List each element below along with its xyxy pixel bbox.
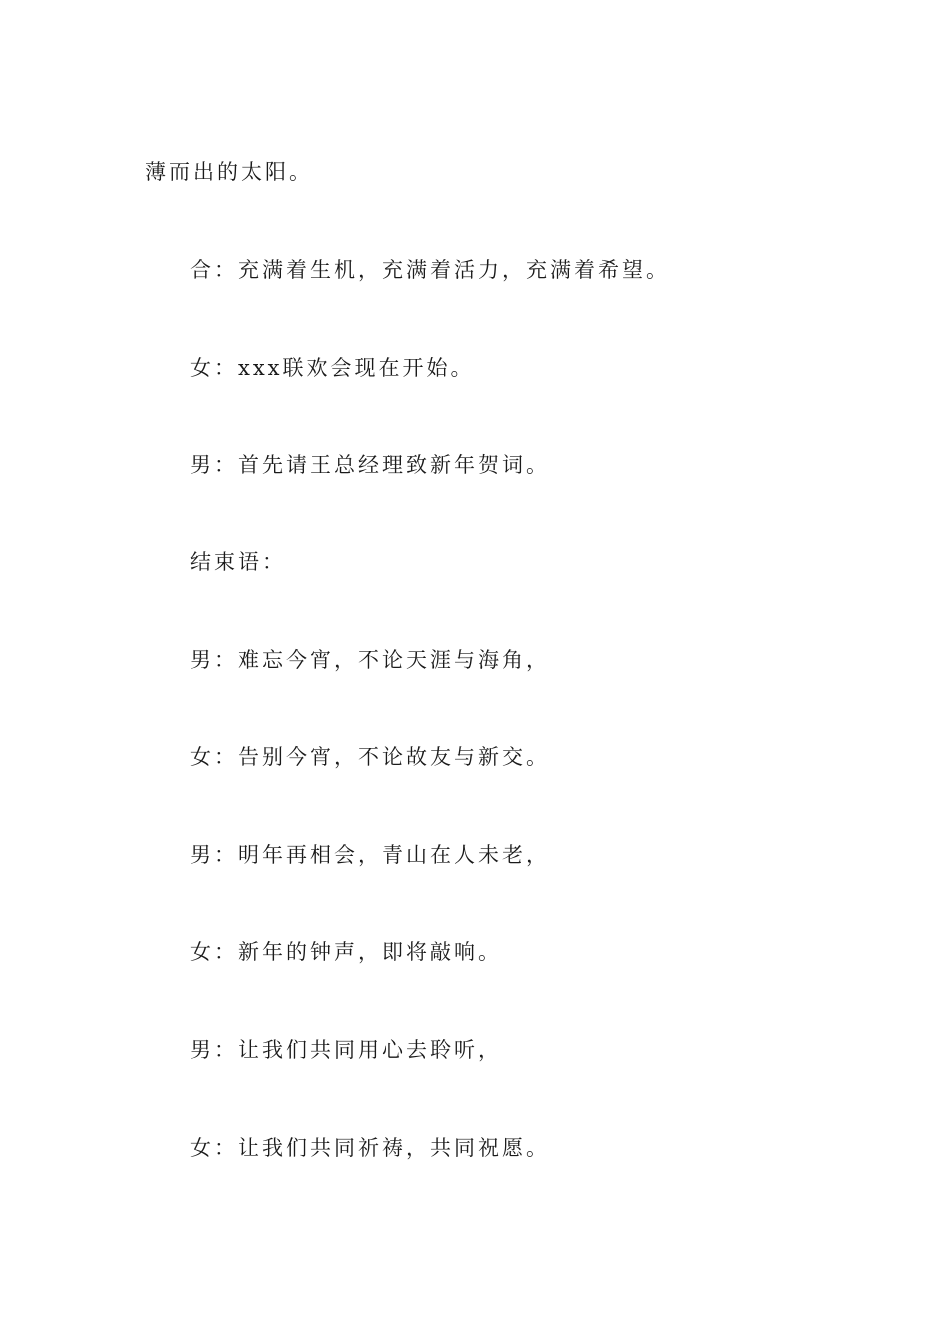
- paragraph-female-line: 女：告别今宵，不论故友与新交。: [190, 745, 550, 769]
- paragraph-continuation: 薄而出的太阳。: [145, 160, 313, 184]
- section-heading-closing: 结束语：: [190, 550, 286, 574]
- paragraph-male-line: 男：让我们共同用心去聆听，: [190, 1038, 502, 1062]
- paragraph-male-line: 男：难忘今宵，不论天涯与海角，: [190, 648, 550, 672]
- paragraph-female-line: 女：新年的钟声，即将敲响。: [190, 940, 502, 964]
- paragraph-male-line: 男：明年再相会，青山在人未老，: [190, 843, 550, 867]
- paragraph-female-line: 女：让我们共同祈祷，共同祝愿。: [190, 1136, 550, 1160]
- paragraph-female-line: 女：xxx联欢会现在开始。: [190, 356, 475, 380]
- paragraph-male-line: 男：首先请王总经理致新年贺词。: [190, 453, 550, 477]
- paragraph-chorus-line: 合：充满着生机，充满着活力，充满着希望。: [190, 258, 670, 282]
